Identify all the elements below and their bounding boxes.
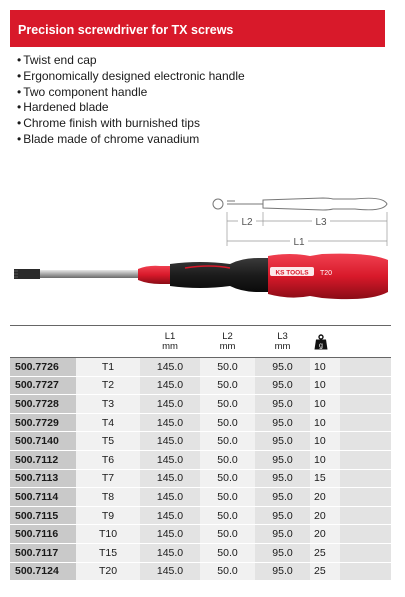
cell-weight: 20 [310,488,340,507]
diagram-label-l3: L3 [315,217,327,228]
cell-l3: 95.0 [255,488,310,507]
cell-l2: 50.0 [200,358,255,377]
spec-table [10,325,391,581]
cell-size: T2 [76,376,140,395]
cell-l3: 95.0 [255,506,310,525]
dimension-diagram [205,188,390,248]
cell-weight: 10 [310,376,340,395]
cell-l3: 95.0 [255,413,310,432]
cell-article: 500.7727 [10,376,76,395]
cell-weight: 10 [310,432,340,451]
cell-article: 500.7115 [10,506,76,525]
cell-size: T10 [76,525,140,544]
table-header-row [10,326,391,358]
tip-size-label: T20 [319,270,333,277]
cell-l3: 95.0 [255,395,310,414]
header-l3: L3 mm [255,326,310,358]
table-row [10,469,391,488]
cell-article: 500.7113 [10,469,76,488]
cell-article: 500.7112 [10,450,76,469]
cell-article: 500.7117 [10,543,76,562]
page-title-text: Precision screwdriver for TX screws [18,23,234,37]
table-row [10,450,391,469]
feature-list [17,53,317,148]
page-title [10,10,385,47]
feature-item: • Two component handle [17,85,317,101]
cell-l1: 145.0 [140,525,200,544]
cell-article: 500.7728 [10,395,76,414]
cell-weight: 10 [310,395,340,414]
diagram-handle [263,198,387,210]
cell-size: T5 [76,432,140,451]
cell-l1: 145.0 [140,469,200,488]
handle-grip [170,258,272,292]
table-row [10,562,391,581]
cell-article: 500.7114 [10,488,76,507]
cell-l3: 95.0 [255,450,310,469]
table-row [10,488,391,507]
cell-l1: 145.0 [140,506,200,525]
cell-weight: 25 [310,562,340,581]
cell-l2: 50.0 [200,562,255,581]
feature-item: • Twist end cap [17,53,317,69]
cell-l1: 145.0 [140,432,200,451]
table-row [10,395,391,414]
cell-size: T1 [76,358,140,377]
cell-l2: 50.0 [200,506,255,525]
diagram-label-l2: L2 [241,217,253,228]
cell-weight: 10 [310,450,340,469]
cell-article: 500.7726 [10,358,76,377]
tip-profile-icon [213,199,223,209]
screwdriver-image [10,250,390,318]
cell-weight: 20 [310,525,340,544]
cell-l1: 145.0 [140,562,200,581]
header-weight [310,326,340,358]
feature-item: • Blade made of chrome vanadium [17,132,317,148]
table-row [10,376,391,395]
cell-l3: 95.0 [255,525,310,544]
cell-l1: 145.0 [140,488,200,507]
table-row [10,413,391,432]
cell-weight: 20 [310,506,340,525]
cell-size: T9 [76,506,140,525]
cell-l3: 95.0 [255,432,310,451]
cell-l1: 145.0 [140,376,200,395]
cell-size: T7 [76,469,140,488]
brand-logo-text: KS TOOLS [275,269,309,277]
cell-weight: 25 [310,543,340,562]
cell-l3: 95.0 [255,469,310,488]
cell-l2: 50.0 [200,525,255,544]
cell-l3: 95.0 [255,358,310,377]
cell-article: 500.7140 [10,432,76,451]
cell-l3: 95.0 [255,562,310,581]
cell-size: T6 [76,450,140,469]
cell-l1: 145.0 [140,395,200,414]
cell-article: 500.7124 [10,562,76,581]
header-l1: L1 mm [140,326,200,358]
cell-l1: 145.0 [140,543,200,562]
cell-size: T8 [76,488,140,507]
cell-l2: 50.0 [200,395,255,414]
cell-l1: 145.0 [140,413,200,432]
cell-article: 500.7729 [10,413,76,432]
svg-text:g: g [319,342,323,349]
cell-l2: 50.0 [200,469,255,488]
feature-item: • Chrome finish with burnished tips [17,116,317,132]
header-size [76,326,140,358]
cell-size: T3 [76,395,140,414]
table-row [10,432,391,451]
blade [40,270,140,278]
cell-weight: 10 [310,358,340,377]
cell-l3: 95.0 [255,376,310,395]
handle-front-red [138,266,172,284]
table-body [10,358,391,581]
cell-article: 500.7116 [10,525,76,544]
cell-weight: 15 [310,469,340,488]
cell-l3: 95.0 [255,543,310,562]
table-row [10,506,391,525]
table-row [10,543,391,562]
cell-weight: 10 [310,413,340,432]
cell-l2: 50.0 [200,432,255,451]
cell-l2: 50.0 [200,543,255,562]
cell-l1: 145.0 [140,358,200,377]
cell-l2: 50.0 [200,376,255,395]
cell-l2: 50.0 [200,450,255,469]
feature-item: • Ergonomically designed electronic handle [17,69,317,85]
diagram-label-l1: L1 [293,237,305,248]
cell-l2: 50.0 [200,413,255,432]
header-article [10,326,76,358]
header-l2: L2 mm [200,326,255,358]
cell-l2: 50.0 [200,488,255,507]
cell-size: T15 [76,543,140,562]
weight-icon [314,334,328,350]
cell-l1: 145.0 [140,450,200,469]
cell-size: T20 [76,562,140,581]
table-row [10,525,391,544]
cell-size: T4 [76,413,140,432]
table-row [10,358,391,377]
feature-item: • Hardened blade [17,100,317,116]
